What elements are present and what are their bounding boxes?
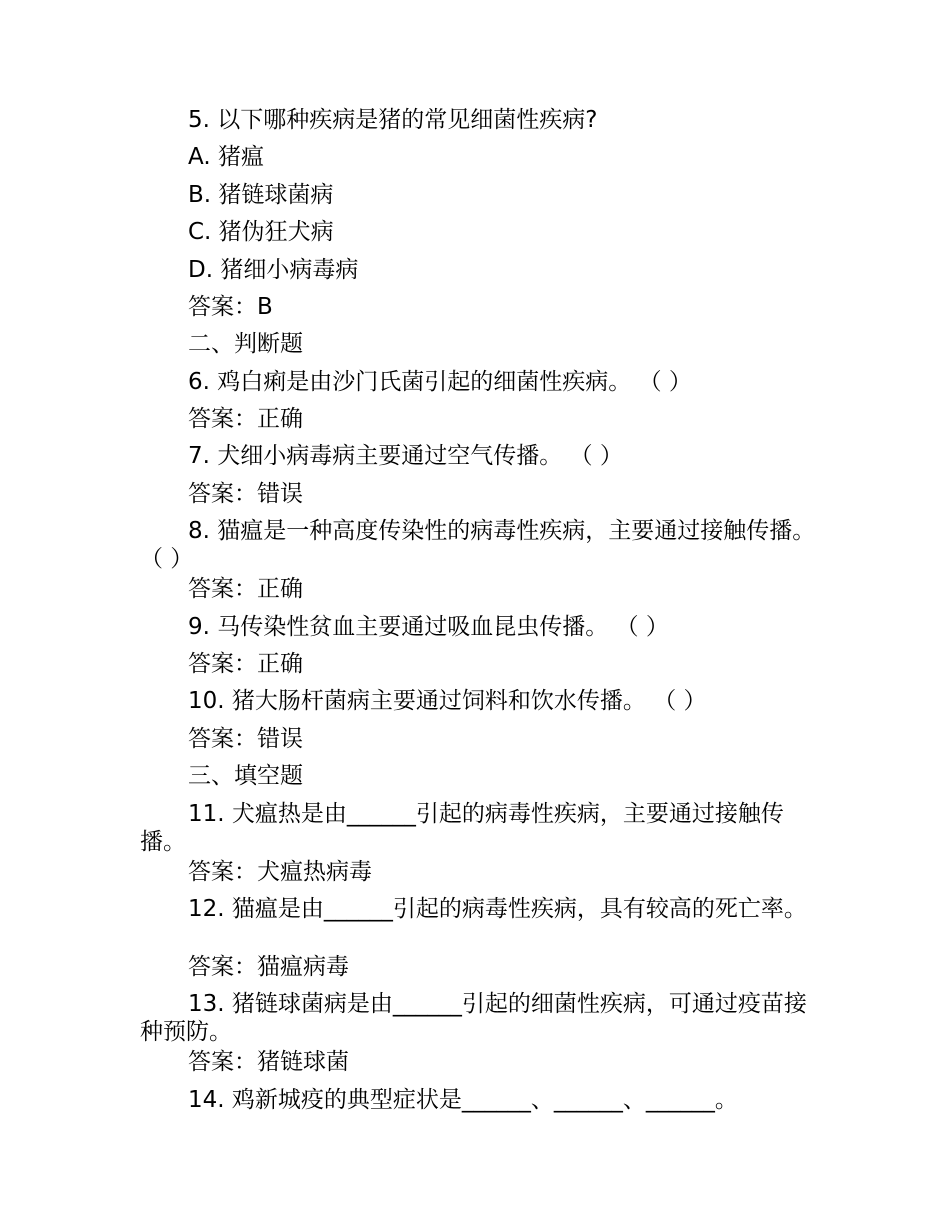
answer-10: 答案：错误	[188, 726, 303, 752]
section-heading-fill-blank: 三、填空题	[188, 763, 303, 789]
answer-12: 答案：猫瘟病毒	[188, 954, 349, 980]
question-5: 5. 以下哪种疾病是猪的常见细菌性疾病?	[188, 107, 598, 133]
answer-6: 答案：正确	[188, 406, 303, 432]
answer-5: 答案：B	[188, 294, 273, 320]
question-7: 7. 犬细小病毒病主要通过空气传播。 （ ）	[188, 443, 623, 469]
question-12: 12. 猫瘟是由______引起的病毒性疾病，具有较高的死亡率。	[188, 896, 807, 922]
answer-13: 答案：猪链球菌	[188, 1049, 349, 1075]
answer-8: 答案：正确	[188, 576, 303, 602]
question-10: 10. 猪大肠杆菌病主要通过饲料和饮水传播。 （ ）	[188, 688, 707, 714]
question-13: 13. 猪链球菌病是由______引起的细菌性疾病，可通过疫苗接种预防。	[140, 991, 807, 1045]
question-9: 9. 马传染性贫血主要通过吸血昆虫传播。 （ ）	[188, 614, 669, 640]
section-heading-true-false: 二、判断题	[188, 331, 303, 357]
question-14: 14. 鸡新城疫的典型症状是______、______、______。	[188, 1087, 738, 1113]
question-6: 6. 鸡白痢是由沙门氏菌引起的细菌性疾病。 （ ）	[188, 369, 692, 395]
question-8: 8. 猫瘟是一种高度传染性的病毒性疾病，主要通过接触传播。 （ ）	[140, 518, 816, 572]
question-11: 11. 犬瘟热是由______引起的病毒性疾病，主要通过接触传播。	[140, 801, 784, 855]
answer-7: 答案：错误	[188, 481, 303, 507]
option-a: A. 猪瘟	[188, 144, 264, 170]
option-b: B. 猪链球菌病	[188, 182, 334, 208]
option-c: C. 猪伪狂犬病	[188, 219, 334, 245]
answer-11: 答案：犬瘟热病毒	[188, 859, 372, 885]
answer-9: 答案：正确	[188, 651, 303, 677]
option-d: D. 猪细小病毒病	[188, 257, 359, 283]
